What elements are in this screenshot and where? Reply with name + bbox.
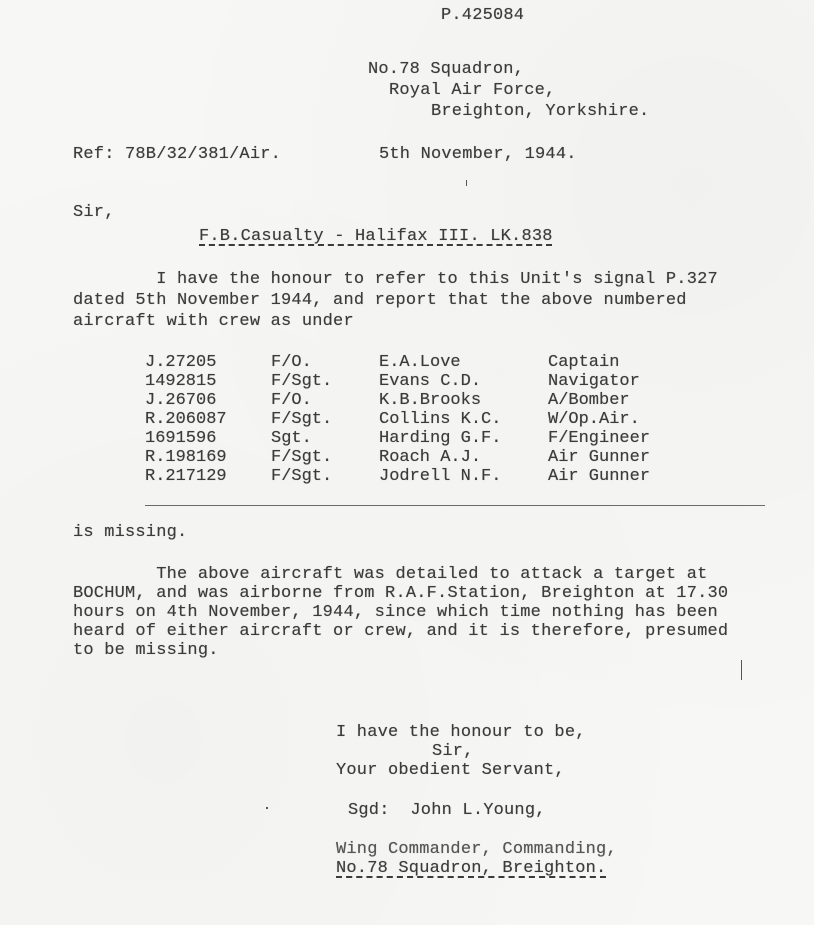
service-number: R.198169 [145,448,227,467]
service-number: R.206087 [145,410,227,429]
stray-mark [741,660,742,680]
closing-line-2: Sir, [432,742,474,761]
rank: Sgt. [271,429,312,448]
rank: F/Sgt. [271,372,333,391]
crew-role: A/Bomber [548,391,630,410]
crew-role: Navigator [548,372,640,391]
service-number: J.26706 [145,391,217,410]
missing-statement: is missing. [73,523,188,542]
subject-line: F.B.Casualty - Halifax III. LK.838 [199,227,553,246]
rank: F/Sgt. [271,410,333,429]
crew-name: Collins K.C. [379,410,502,429]
crew-role: Air Gunner [548,448,651,467]
signature: Sgd: John L.Young, [348,801,546,820]
stray-mark [466,180,467,186]
crew-name: Harding G.F. [379,429,502,448]
crew-role: Air Gunner [548,467,651,486]
crew-role: Captain [548,353,620,372]
paragraph-2-line: The above aircraft was detailed to attack a target at [73,565,708,584]
signatory-title-line-2: No.78 Squadron, Breighton. [336,859,607,878]
closing-line-3: Your obedient Servant, [336,761,565,780]
letter-reference: Ref: 78B/32/381/Air. [73,145,282,164]
paragraph-2-line: hours on 4th November, 1944, since which time nothing has been [73,603,718,622]
closing-line-1: I have the honour to be, [336,723,586,742]
crew-name: Jodrell N.F. [379,467,502,486]
stray-mark [266,807,268,809]
rank: F/Sgt. [271,467,333,486]
service-number: 1691596 [145,429,217,448]
rank: F/Sgt. [271,448,333,467]
address-line-3: Breighton, Yorkshire. [431,102,650,121]
paragraph-2-line: BOCHUM, and was airborne from R.A.F.Station, Breighton at 17.30 [73,584,729,603]
paragraph-2-line: heard of either aircraft or crew, and it is therefore, presumed [73,622,729,641]
address-line-2: Royal Air Force, [389,81,556,100]
paragraph-1-line: aircraft with crew as under [73,312,354,331]
crew-name: E.A.Love [379,353,461,372]
crew-role: F/Engineer [548,429,651,448]
service-number: 1492815 [145,372,217,391]
crew-name: K.B.Brooks [379,391,482,410]
paragraph-2-line: to be missing. [73,641,219,660]
crew-name: Evans C.D. [379,372,482,391]
salutation: Sir, [73,203,115,222]
table-divider-line [145,505,765,506]
paragraph-1-line: I have the honour to refer to this Unit's signal P.327 [73,270,718,289]
rank: F/O. [271,391,312,410]
letter-date: 5th November, 1944. [379,145,577,164]
rank: F/O. [271,353,312,372]
crew-name: Roach A.J. [379,448,482,467]
crew-role: W/Op.Air. [548,410,640,429]
address-line-1: No.78 Squadron, [368,60,525,79]
file-reference: P.425084 [441,6,525,25]
signatory-title-line-1: Wing Commander, Commanding, [336,840,617,859]
service-number: J.27205 [145,353,217,372]
paragraph-1-line: dated 5th November 1944, and report that the above numbered [73,291,687,310]
service-number: R.217129 [145,467,227,486]
